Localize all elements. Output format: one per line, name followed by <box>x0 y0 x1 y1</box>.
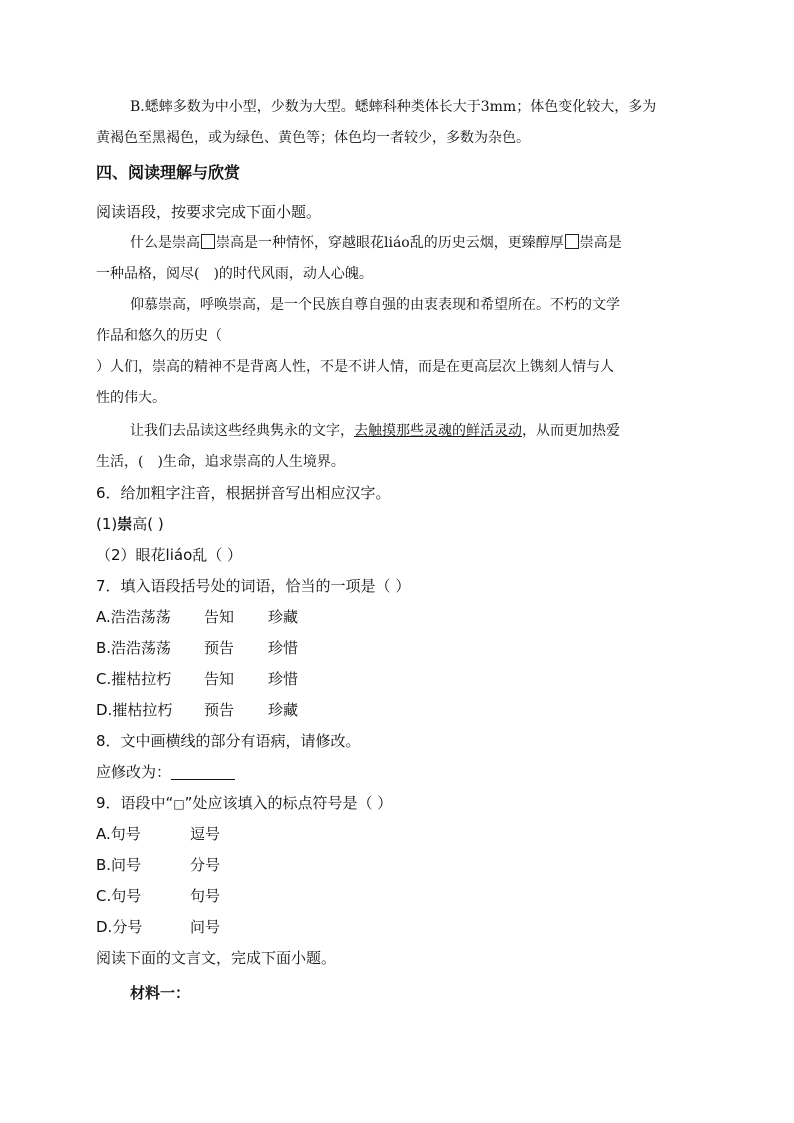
answer-blank[interactable] <box>171 765 235 780</box>
option-word: C.摧枯拉朽 <box>96 670 172 688</box>
q7-option-a <box>96 606 298 628</box>
section-heading: 四、阅读理解与欣赏 <box>96 163 241 182</box>
q9-option-b <box>96 854 220 876</box>
option-word: 问号 <box>190 918 221 936</box>
underlined-sentence: 去触摸那些灵魂的鲜活灵动 <box>354 423 522 439</box>
option-word: 珍惜 <box>268 639 299 657</box>
option-b-line-1: B.蟋蟀多数为中小型，少数为大型。蟋蟀科种类体长大于3mm；体色变化较大，多为 <box>130 99 657 115</box>
answer-label: 应修改为： <box>96 763 172 781</box>
question-text: ”处应该填入的标点符号是（ ） <box>184 794 393 812</box>
question-6: 6．给加粗字注音，根据拼音写出相应汉字。 <box>96 484 391 502</box>
passage-line <box>130 420 620 442</box>
q9-option-c <box>96 885 220 907</box>
passage-line: 作品和悠久的历史（ <box>96 328 222 344</box>
material-label: 材料一： <box>130 984 191 1002</box>
option-word: 告知 <box>204 670 235 688</box>
passage-line <box>130 232 622 254</box>
option-word: 分号 <box>190 856 221 874</box>
question-8: 8．文中画横线的部分有语病，请修改。 <box>96 732 361 750</box>
option-word: A.句号 <box>96 825 141 843</box>
option-word: A.浩浩荡荡 <box>96 608 171 626</box>
question-9 <box>96 792 392 815</box>
q7-option-c <box>96 668 298 690</box>
passage-line: 一种品格，阅尽( )的时代风雨，动人心魄。 <box>96 266 373 282</box>
q7-option-b <box>96 637 298 659</box>
q9-option-a <box>96 823 220 845</box>
question-6-item-2: （2）眼花liáo乱（ ） <box>96 546 243 564</box>
passage-line: 仰慕崇高，呼唤崇高，是一个民族自尊自强的由衷表现和希望所在。不朽的文学 <box>130 297 620 313</box>
option-word: C.句号 <box>96 887 142 905</box>
passage-line: 性的伟大。 <box>96 390 166 406</box>
option-word: 珍惜 <box>268 670 299 688</box>
passage-line: ）人们，崇高的精神不是背离人性，不是不讲人情，而是在更高层次上镌刻人情与人 <box>96 359 614 375</box>
reading-instruction: 阅读语段，按要求完成下面小题。 <box>96 203 322 221</box>
passage-text: 崇高是 <box>579 235 622 251</box>
q9-option-d <box>96 916 220 938</box>
item-text: 高( ) <box>132 515 164 533</box>
passage-line: 生活，( )生命，追求崇高的人生境界。 <box>96 454 345 470</box>
option-b-line-2: 黄褐色至黑褐色，或为绿色、黄色等；体色均一者较少，多数为杂色。 <box>96 130 530 146</box>
punctuation-blank-box <box>201 234 215 249</box>
item-number: (1) <box>96 515 118 533</box>
option-word: D.分号 <box>96 918 143 936</box>
option-word: 告知 <box>204 608 235 626</box>
q7-option-d <box>96 699 298 721</box>
box-symbol: □ <box>173 797 185 811</box>
question-7: 7．填入语段括号处的词语，恰当的一项是（ ） <box>96 577 411 595</box>
option-word: 预告 <box>204 701 235 719</box>
passage-text: ，从而更加热爱 <box>522 423 620 439</box>
option-word: D.摧枯拉朽 <box>96 701 173 719</box>
question-text: 9．语段中“ <box>96 794 174 812</box>
passage-text: 让我们去品读这些经典隽永的文字， <box>130 423 354 439</box>
passage-text: 什么是崇高 <box>130 235 200 251</box>
option-word: 句号 <box>190 887 221 905</box>
option-word: 珍藏 <box>268 701 299 719</box>
option-word: 预告 <box>204 639 235 657</box>
option-word: 珍藏 <box>268 608 299 626</box>
bold-character: 崇 <box>117 515 133 533</box>
classical-reading-instruction: 阅读下面的文言文，完成下面小题。 <box>96 949 337 967</box>
option-word: B.问号 <box>96 856 142 874</box>
punctuation-blank-box <box>565 234 579 249</box>
question-8-answer <box>96 761 235 783</box>
option-word: B.浩浩荡荡 <box>96 639 172 657</box>
passage-text: 崇高是一种情怀，穿越眼花liáo乱的历史云烟，更臻醇厚 <box>216 235 564 251</box>
option-word: 逗号 <box>190 825 221 843</box>
question-6-item-1 <box>96 513 164 535</box>
